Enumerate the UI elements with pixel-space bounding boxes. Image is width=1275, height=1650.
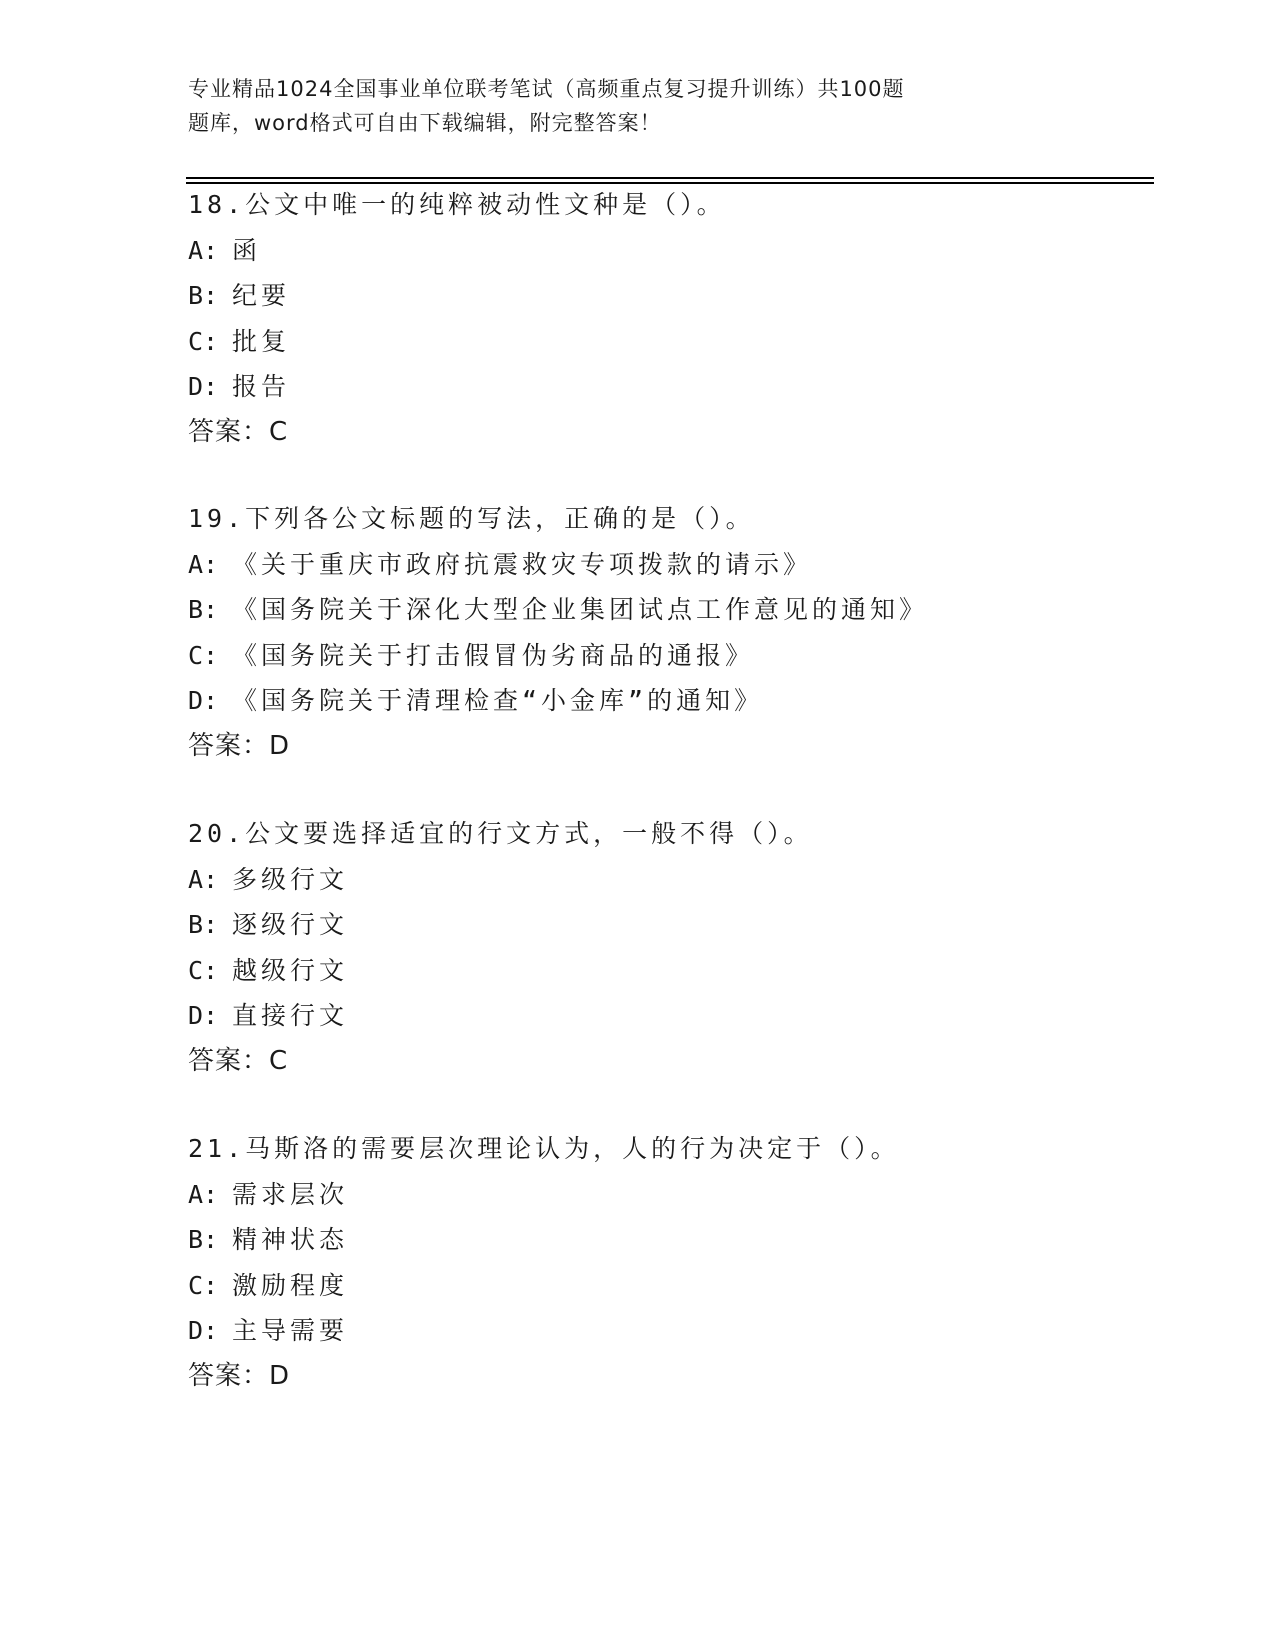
option-letter: A: — [188, 235, 219, 265]
option-b — [188, 1217, 1148, 1263]
option-text: 需求层次 — [232, 1179, 349, 1209]
question-19 — [188, 496, 1148, 769]
option-text: 《国务院关于深化大型企业集团试点工作意见的通知》 — [232, 595, 929, 624]
option-text: 函 — [232, 235, 262, 265]
document-header — [188, 72, 1018, 140]
option-text: 主导需要 — [232, 1316, 349, 1345]
option-letter: C: — [188, 326, 219, 356]
option-text: 直接行文 — [232, 1001, 349, 1030]
option-letter: D: — [188, 686, 219, 715]
option-b — [188, 587, 1148, 633]
option-text: 《关于重庆市政府抗震救灾专项拨款的请示》 — [232, 549, 813, 579]
option-text: 越级行文 — [232, 955, 349, 985]
option-text: 多级行文 — [232, 864, 349, 894]
question-21 — [188, 1126, 1148, 1399]
header-line-1: 专业精品1024全国事业单位联考笔试（高频重点复习提升训练）共100题 — [188, 77, 905, 101]
option-letter: C: — [188, 1270, 219, 1300]
answer: 答案：C — [188, 1045, 289, 1076]
option-letter: A: — [188, 864, 219, 894]
option-letter: C: — [188, 640, 219, 670]
question-20 — [188, 811, 1148, 1084]
option-d — [188, 1308, 1148, 1354]
header-divider-top — [186, 177, 1154, 179]
question-stem: 21.马斯洛的需要层次理论认为，人的行为决定于（）。 — [188, 1134, 900, 1163]
answer: 答案：C — [188, 416, 289, 447]
option-a — [188, 857, 1148, 903]
option-text: 激励程度 — [232, 1270, 349, 1300]
option-d — [188, 364, 1148, 410]
option-letter: D: — [188, 1001, 219, 1030]
option-d — [188, 993, 1148, 1039]
option-letter: B: — [188, 1225, 219, 1254]
question-18 — [188, 182, 1148, 455]
question-stem: 18.公文中唯一的纯粹被动性文种是（）。 — [188, 190, 726, 219]
answer: 答案：D — [188, 730, 291, 761]
option-text: 纪要 — [232, 281, 291, 310]
option-letter: D: — [188, 372, 219, 401]
option-d — [188, 678, 1148, 724]
question-stem: 19.下列各公文标题的写法，正确的是（）。 — [188, 504, 755, 533]
option-a — [188, 542, 1148, 588]
option-letter: A: — [188, 549, 219, 579]
option-letter: B: — [188, 281, 219, 310]
option-letter: C: — [188, 955, 219, 985]
option-text: 《国务院关于清理检查“小金库”的通知》 — [232, 686, 764, 715]
option-text: 报告 — [232, 372, 291, 401]
option-b — [188, 273, 1148, 319]
option-c — [188, 319, 1148, 365]
option-letter: B: — [188, 910, 219, 939]
option-b — [188, 902, 1148, 948]
option-letter: B: — [188, 595, 219, 624]
question-stem: 20.公文要选择适宜的行文方式，一般不得（）。 — [188, 819, 813, 848]
option-c — [188, 633, 1148, 679]
option-text: 逐级行文 — [232, 910, 349, 939]
option-letter: A: — [188, 1179, 219, 1209]
option-a — [188, 228, 1148, 274]
option-c — [188, 948, 1148, 994]
option-a — [188, 1172, 1148, 1218]
option-letter: D: — [188, 1316, 219, 1345]
option-text: 批复 — [232, 326, 291, 356]
option-text: 精神状态 — [232, 1225, 349, 1254]
header-line-2: 题库，word格式可自由下载编辑，附完整答案！ — [188, 111, 662, 135]
answer: 答案：D — [188, 1360, 291, 1391]
option-text: 《国务院关于打击假冒伪劣商品的通报》 — [232, 640, 755, 670]
option-c — [188, 1263, 1148, 1309]
